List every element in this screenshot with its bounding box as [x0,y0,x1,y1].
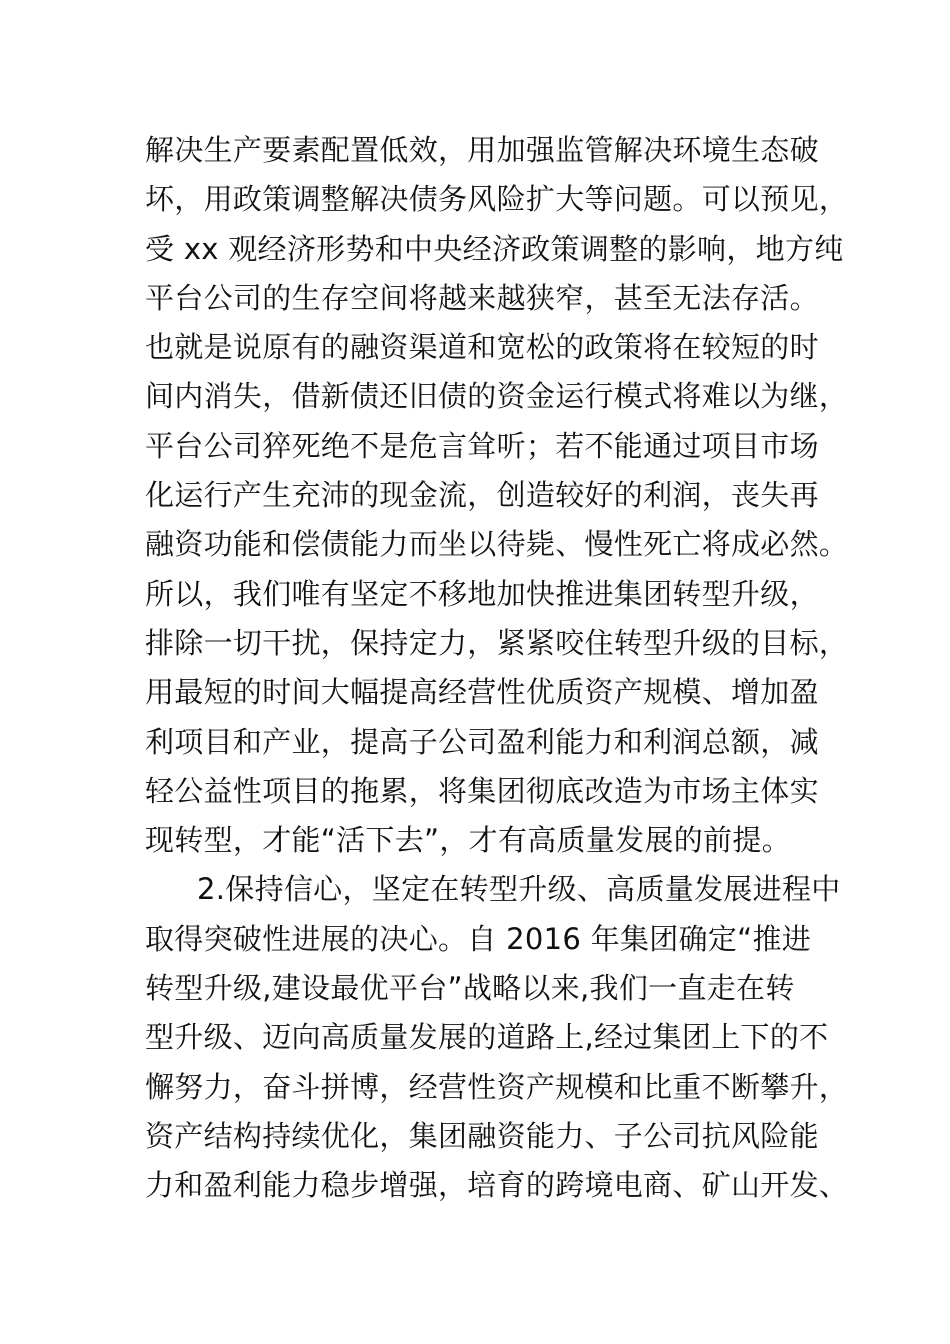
paragraph-start-line: 2.保持信心，坚定在转型升级、高质量发展进程中 [197,872,841,907]
text-line: 受 xx 观经济形势和中央经济政策调整的影响，地方纯 [145,231,844,266]
text-line: 坏，用政策调整解决债务风险扩大等问题。可以预见， [145,182,849,217]
text-line: 型升级、迈向高质量发展的道路上,经过集团上下的不 [145,1020,829,1055]
text-line: 排除一切干扰，保持定力，紧紧咬住转型升级的目标， [145,625,849,660]
text-line: 化运行产生充沛的现金流，创造较好的利润，丧失再 [145,478,819,513]
text-line: 取得突破性进展的决心。自 2016 年集团确定“推进 [145,921,812,956]
text-line: 轻公益性项目的拖累，将集团彻底改造为市场主体实 [145,773,819,808]
body-text [145,126,849,1211]
text-line: 间内消失，借新债还旧债的资金运行模式将难以为继， [145,379,849,414]
text-line: 解决生产要素配置低效，用加强监管解决环境生态破 [145,133,819,167]
text-line: 懈努力，奋斗拼博，经营性资产规模和比重不断攀升， [145,1069,849,1104]
text-line: 利项目和产业，提高子公司盈利能力和利润总额，减 [145,724,819,759]
text-line: 用最短的时间大幅提高经营性优质资产规模、增加盈 [145,675,819,710]
text-line: 融资功能和偿债能力而坐以待毙、慢性死亡将成必然。 [145,527,849,562]
text-line: 力和盈利能力稳步增强，培育的跨境电商、矿山开发、 [145,1168,849,1203]
text-line: 平台公司的生存空间将越来越狭窄，甚至无法存活。 [145,280,819,315]
text-line: 也就是说原有的融资渠道和宽松的政策将在较短的时 [145,330,819,365]
text-line: 转型升级,建设最优平台”战略以来,我们一直走在转 [145,971,795,1006]
text-line: 所以，我们唯有坚定不移地加快推进集团转型升级， [145,576,819,611]
text-line: 资产结构持续优化，集团融资能力、子公司抗风险能 [145,1118,819,1153]
text-line: 平台公司猝死绝不是危言耸听；若不能通过项目市场 [145,428,819,463]
text-line: 现转型，才能“活下去”，才有高质量发展的前提。 [145,823,791,858]
